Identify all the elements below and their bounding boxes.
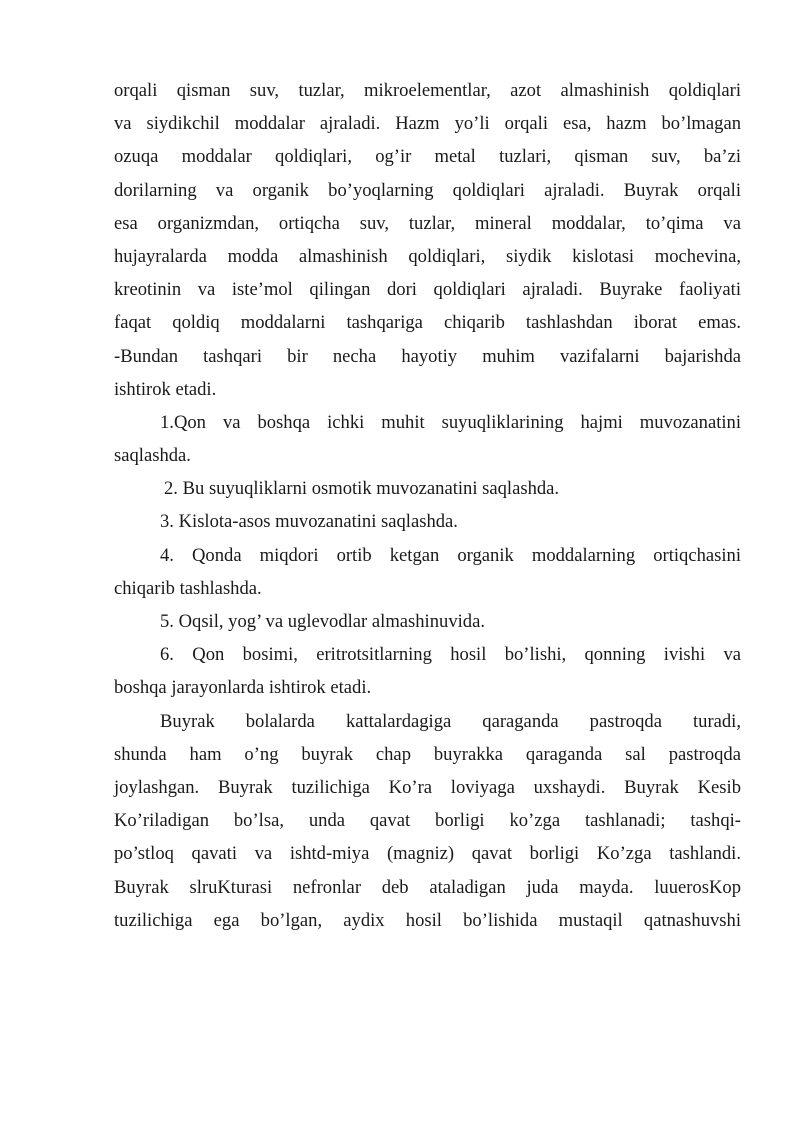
text-line: -Bundan tashqari bir necha hayotiy muhim vazifalarni bajarishda: [114, 345, 741, 367]
list-item: 2. Bu suyuqliklarni osmotik muvozanatini saqlashda.: [164, 478, 560, 500]
text-line: shunda ham o’ng buyrak chap buyrakka qaraganda sal pastroqda: [114, 743, 741, 765]
text-line: faqat qoldiq moddalarni tashqariga chiqarib tashlashdan iborat emas.: [114, 312, 741, 334]
paragraph-start: Buyrak bolalarda kattalardagiga qaraganda pastroqda turadi,: [160, 710, 741, 732]
text-line: ozuqa moddalar qoldiqlari, og’ir metal tuzlari, qisman suv, ba’zi: [114, 146, 741, 168]
text-line: tuzilichiga ega bo’lgan, aydix hosil bo’lishida mustaqil qatnashuvshi: [114, 909, 741, 931]
list-item: 6. Qon bosimi, eritrotsitlarning hosil bo’lishi, qonning ivishi va: [160, 644, 741, 666]
text-line: kreotinin va iste’mol qilingan dori qoldiqlari ajraladi. Buyrake faoliyati: [114, 279, 741, 301]
text-line: Ko’riladigan bo’lsa, unda qavat borligi ko’zga tashlanadi; tashqi-: [114, 810, 741, 832]
list-item: 1.Qon va boshqa ichki muhit suyuqliklarining hajmi muvozanatini: [160, 411, 741, 433]
list-item: 5. Oqsil, yog’ va uglevodlar almashinuvida.: [160, 611, 485, 632]
text-line: joylashgan. Buyrak tuzilichiga Ko’ra loviyaga uxshaydi. Buyrak Kesib: [114, 776, 741, 798]
text-line: orqali qisman suv, tuzlar, mikroelementlar, azot almashinish qoldiqlari: [114, 80, 741, 101]
text-line: boshqa jarayonlarda ishtirok etadi.: [114, 677, 372, 699]
list-item: 3. Kislota-asos muvozanatini saqlashda.: [160, 511, 458, 533]
text-line: saqlashda.: [114, 445, 191, 467]
text-line: ishtirok etadi.: [114, 378, 217, 400]
text-line: po’stloq qavati va ishtd-miya (magniz) qavat borligi Ko’zga tashlandi.: [114, 843, 741, 865]
text-line: va siydikchil moddalar ajraladi. Hazm yo’li orqali esa, hazm bo’lmagan: [114, 113, 741, 135]
text-line: dorilarning va organik bo’yoqlarning qoldiqlari ajraladi. Buyrak orqali: [114, 179, 741, 201]
text-line: chiqarib tashlashda.: [114, 577, 262, 599]
list-item: 4. Qonda miqdori ortib ketgan organik moddalarning ortiqchasini: [160, 544, 741, 566]
text-line: Buyrak slruKturasi nefronlar deb ataladigan juda mayda. luuerosKop: [114, 876, 741, 898]
text-line: esa organizmdan, ortiqcha suv, tuzlar, mineral moddalar, to’qima va: [114, 212, 741, 234]
document-page: [114, 74, 741, 937]
text-line: hujayralarda modda almashinish qoldiqlari, siydik kislotasi mochevina,: [114, 245, 741, 267]
